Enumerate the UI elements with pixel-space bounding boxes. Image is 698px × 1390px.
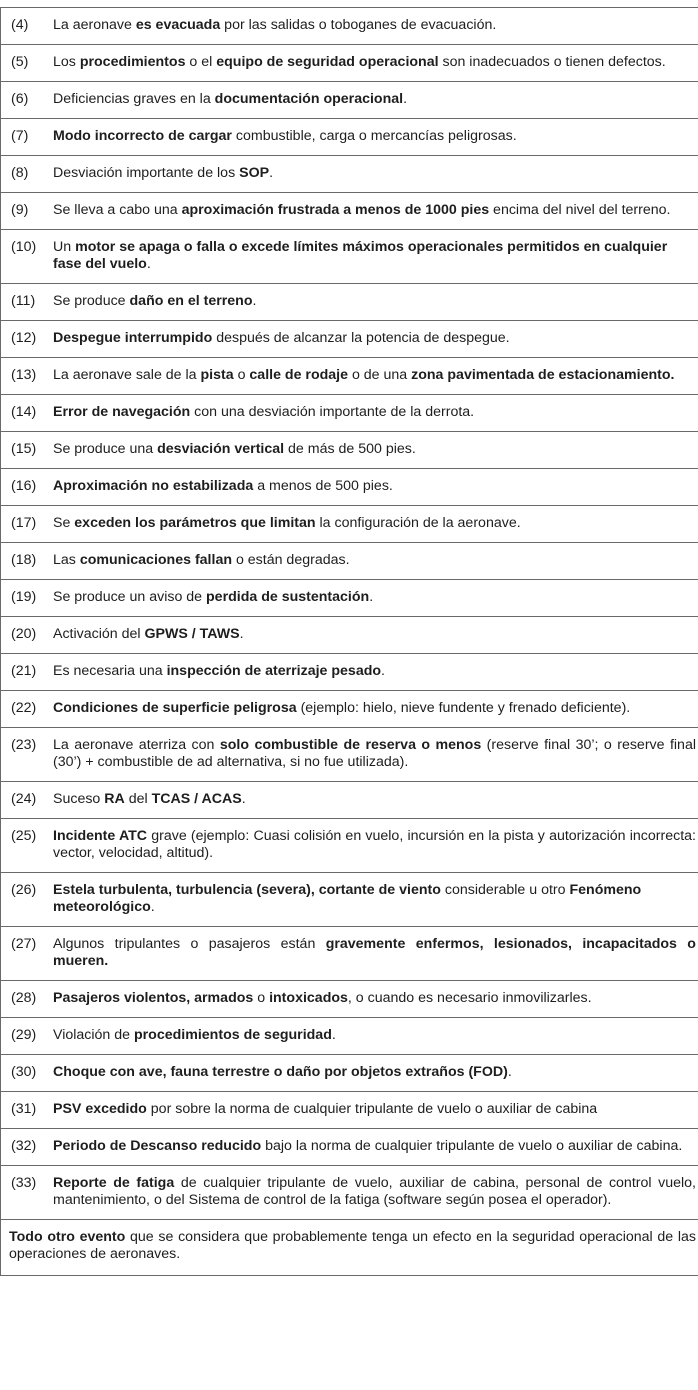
text-segment: por las salidas o toboganes de evacuación.: [220, 17, 497, 33]
text-segment: o: [253, 990, 270, 1006]
table-row: [1, 45, 698, 82]
bold-text-segment: Periodo de Descanso reducido: [53, 1138, 262, 1154]
item-number: (18): [11, 552, 37, 568]
bold-text-segment: zona pavimentada de estacionamiento.: [411, 367, 675, 383]
text-segment: La aeronave aterriza con: [53, 737, 220, 753]
table-row: [1, 617, 698, 654]
table-row: [1, 432, 698, 469]
item-description: [53, 663, 698, 680]
text-segment: .: [239, 626, 244, 642]
bold-text-segment: pista: [200, 367, 234, 383]
table-row: [1, 927, 698, 981]
item-number: (8): [11, 165, 29, 181]
bold-text-segment: Modo incorrecto de cargar: [53, 128, 232, 144]
item-number: (27): [11, 936, 37, 952]
item-number: (28): [11, 990, 37, 1006]
text-segment: .: [150, 899, 155, 915]
text-segment: a menos de 500 pies.: [253, 478, 393, 494]
item-description: [53, 515, 698, 532]
text-segment: considerable u otro: [440, 882, 570, 898]
table-row: [1, 654, 698, 691]
item-description: [53, 700, 698, 717]
item-description: [53, 478, 698, 495]
bold-text-segment: Todo otro evento: [9, 1229, 126, 1245]
table-row: [1, 1166, 698, 1220]
table-row: [1, 230, 698, 284]
text-segment: .: [369, 589, 374, 605]
item-description: [53, 990, 698, 1007]
item-description: [53, 91, 698, 108]
text-segment: del: [124, 791, 152, 807]
item-number: (19): [11, 589, 37, 605]
table-row: [1, 580, 698, 617]
bold-text-segment: comunicaciones fallan: [79, 552, 232, 568]
item-number: (23): [11, 737, 37, 753]
text-segment: por sobre la norma de cualquier tripulante de vuelo o auxiliar de cabina: [146, 1101, 598, 1117]
item-number: (20): [11, 626, 37, 642]
item-number: (25): [11, 828, 37, 844]
item-description: [53, 1138, 698, 1155]
bold-text-segment: PSV excedido: [53, 1101, 147, 1117]
item-description: [53, 1101, 698, 1118]
table-row: [1, 82, 698, 119]
text-segment: Desviación importante de los: [53, 165, 240, 181]
text-segment: Algunos tripulantes o pasajeros están: [53, 936, 326, 952]
text-segment: con una desviación importante de la derrota.: [190, 404, 475, 420]
bold-text-segment: intoxicados: [269, 990, 348, 1006]
item-number: (31): [11, 1101, 37, 1117]
text-segment: Violación de: [53, 1027, 134, 1043]
table-row: [1, 981, 698, 1018]
table-row: [1, 1055, 698, 1092]
table-row: [1, 1129, 698, 1166]
text-segment: .: [403, 91, 408, 107]
text-segment: son inadecuados o tienen defectos.: [438, 54, 666, 70]
item-description: [53, 1175, 698, 1209]
bold-text-segment: Condiciones de superficie peligrosa: [53, 700, 297, 716]
text-segment: .: [331, 1027, 336, 1043]
item-number: (5): [11, 54, 29, 70]
bold-text-segment: es evacuada: [135, 17, 221, 33]
bold-text-segment: solo combustible de reserva o menos: [219, 737, 482, 753]
item-number: (30): [11, 1064, 37, 1080]
text-segment: Se produce: [53, 293, 130, 309]
text-segment: encima del nivel del terreno.: [489, 202, 671, 218]
bold-text-segment: Pasajeros violentos, armados: [53, 990, 254, 1006]
text-segment: Se: [53, 515, 75, 531]
text-segment: de más de 500 pies.: [284, 441, 416, 457]
bold-text-segment: daño en el terreno: [129, 293, 253, 309]
table-row: [1, 284, 698, 321]
text-segment: Se produce un aviso de: [53, 589, 207, 605]
text-segment: Un: [53, 239, 76, 255]
item-number: (6): [11, 91, 29, 107]
table-row: [1, 193, 698, 230]
item-description: [53, 936, 698, 970]
item-description: [53, 791, 698, 808]
table-row: [1, 728, 698, 782]
item-number: (33): [11, 1175, 37, 1191]
table-row: [1, 8, 698, 45]
bold-text-segment: procedimientos de seguridad: [133, 1027, 332, 1043]
item-description: [53, 239, 698, 273]
item-description: [53, 54, 698, 71]
bold-text-segment: Estela turbulenta, turbulencia (severa), cortante de viento: [53, 882, 441, 898]
text-segment: Suceso: [53, 791, 105, 807]
text-segment: Activación del: [53, 626, 145, 642]
bold-text-segment: Incidente ATC: [53, 828, 148, 844]
bold-text-segment: perdida de sustentación: [206, 589, 370, 605]
bold-text-segment: SOP: [239, 165, 270, 181]
text-segment: La aeronave sale de la: [53, 367, 201, 383]
table-row: [1, 358, 698, 395]
bold-text-segment: Fenómeno meteorológico: [53, 882, 642, 915]
text-segment: de cualquier tripulante de vuelo, auxiliar de cabina, personal de control vuelo, mantenimiento, o del Sistema de control de la fatiga (software según posea el operador).: [53, 1175, 696, 1208]
item-description: [53, 1064, 698, 1081]
item-number: (15): [11, 441, 37, 457]
item-description: [53, 293, 698, 310]
text-segment: .: [241, 791, 246, 807]
item-description: [53, 828, 698, 862]
bold-text-segment: GPWS / TAWS: [144, 626, 240, 642]
text-segment: Los: [53, 54, 80, 70]
bold-text-segment: inspección de aterrizaje pesado: [166, 663, 382, 679]
item-number: (26): [11, 882, 37, 898]
bold-text-segment: aproximación frustrada a menos de 1000 pies: [181, 202, 490, 218]
text-segment: (ejemplo: hielo, nieve fundente y frenado deficiente).: [296, 700, 631, 716]
text-segment: Las: [53, 552, 80, 568]
item-number: (22): [11, 700, 37, 716]
text-segment: o de una: [348, 367, 412, 383]
item-number: (14): [11, 404, 37, 420]
events-table: [0, 7, 698, 1276]
item-number: (7): [11, 128, 29, 144]
item-number: (9): [11, 202, 29, 218]
bold-text-segment: RA: [104, 791, 125, 807]
text-segment: o están degradas.: [232, 552, 350, 568]
table-row: [1, 469, 698, 506]
text-segment: (reserve final 30’; o reserve final (30’) + combustible de ad alternativa, si no fue utilizada).: [53, 737, 696, 770]
text-segment: Es necesaria una: [53, 663, 167, 679]
item-description: [53, 128, 698, 145]
bold-text-segment: gravemente enfermos, lesionados, incapacitados o mueren.: [53, 936, 696, 969]
item-number: (4): [11, 17, 29, 33]
text-segment: .: [252, 293, 257, 309]
table-row: [1, 691, 698, 728]
table-row: [1, 1018, 698, 1055]
text-segment: .: [507, 1064, 512, 1080]
item-description: [53, 737, 698, 771]
text-segment: o el: [185, 54, 217, 70]
text-segment: .: [381, 663, 385, 679]
item-description: [53, 330, 698, 347]
text-segment: Se lleva a cabo una: [53, 202, 182, 218]
item-description: [53, 367, 698, 384]
item-description: [53, 202, 698, 219]
text-segment: después de alcanzar la potencia de despegue.: [212, 330, 510, 346]
text-segment: Se produce una: [53, 441, 158, 457]
item-number: (24): [11, 791, 37, 807]
text-segment: Deficiencias graves en la: [53, 91, 215, 107]
bold-text-segment: equipo de seguridad operacional: [216, 54, 439, 70]
bold-text-segment: calle de rodaje: [249, 367, 348, 383]
bold-text-segment: Reporte de fatiga: [53, 1175, 175, 1191]
text-segment: La aeronave: [53, 17, 136, 33]
bold-text-segment: Choque con ave, fauna terrestre o daño por objetos extraños (FOD): [53, 1064, 508, 1080]
bold-text-segment: exceden los parámetros que limitan: [74, 515, 316, 531]
item-number: (32): [11, 1138, 37, 1154]
item-description: [53, 17, 698, 34]
bold-text-segment: documentación operacional: [214, 91, 404, 107]
text-segment: grave (ejemplo: Cuasi colisión en vuelo, incursión en la pista y autorización incorrecta: vector, velocidad, altitud).: [53, 828, 696, 861]
table-row: [1, 782, 698, 819]
bold-text-segment: procedimientos: [79, 54, 186, 70]
table-row: [1, 395, 698, 432]
table-row: [1, 321, 698, 358]
item-number: (11): [11, 293, 36, 309]
text-segment: , o cuando es necesario inmovilizarles.: [347, 990, 592, 1006]
item-description: [53, 404, 698, 421]
table-row: [1, 819, 698, 873]
item-number: (12): [11, 330, 37, 346]
table-row: [1, 873, 698, 927]
bold-text-segment: desviación vertical: [157, 441, 285, 457]
item-number: (10): [11, 239, 37, 255]
item-number: (21): [11, 663, 37, 679]
item-description: [53, 626, 698, 643]
bold-text-segment: Aproximación no estabilizada: [53, 478, 254, 494]
table-row: [1, 1092, 698, 1129]
bold-text-segment: Despegue interrumpido: [53, 330, 213, 346]
item-number: (16): [11, 478, 37, 494]
item-number: (17): [11, 515, 37, 531]
item-description: [37, 882, 698, 916]
final-note: [1, 1220, 698, 1276]
text-segment: bajo la norma de cualquier tripulante de vuelo o auxiliar de cabina.: [261, 1138, 683, 1154]
item-description: [53, 165, 698, 182]
text-segment: combustible, carga o mercancías peligrosas.: [231, 128, 517, 144]
item-description: [53, 441, 698, 458]
bold-text-segment: motor se apaga o falla o excede límites máximos operacionales permitidos en cualquier fase del vuelo: [53, 239, 668, 272]
table-row: [1, 506, 698, 543]
table-row: [1, 543, 698, 580]
bold-text-segment: Error de navegación: [53, 404, 191, 420]
bold-text-segment: TCAS / ACAS: [151, 791, 242, 807]
text-segment: .: [269, 165, 274, 181]
item-description: [53, 1027, 698, 1044]
table-row: [1, 156, 698, 193]
item-number: (29): [11, 1027, 37, 1043]
text-segment: que se considera que probablemente tenga un efecto en la seguridad operacional de las operaciones de aeronaves.: [9, 1229, 696, 1262]
text-segment: o: [233, 367, 250, 383]
item-description: [53, 552, 698, 569]
text-segment: la configuración de la aeronave.: [315, 515, 521, 531]
item-description: [53, 589, 698, 606]
item-number: (13): [11, 367, 37, 383]
table-row: [1, 119, 698, 156]
text-segment: .: [146, 256, 151, 272]
